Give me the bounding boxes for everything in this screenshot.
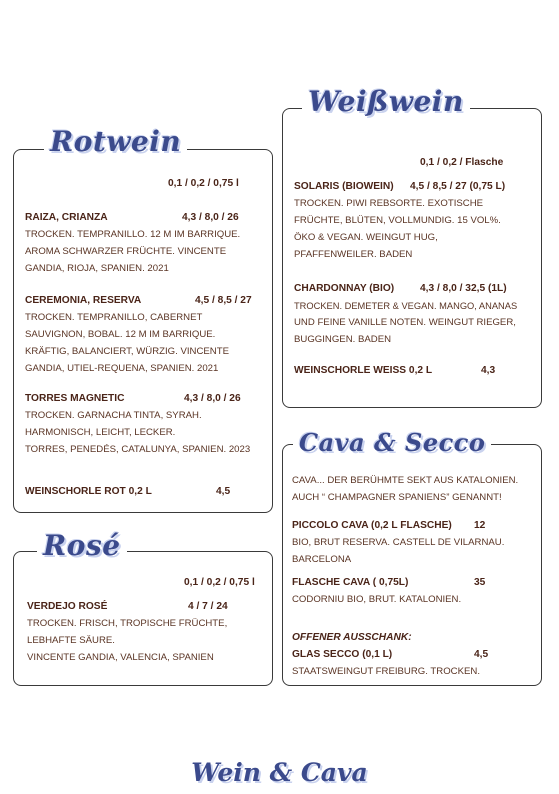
wine-price: 4,3 / 8,0 / 26	[184, 393, 241, 404]
wine-desc-line: TROCKEN. PIWI REBSORTE. EXOTISCHE	[294, 198, 484, 209]
wine-desc-line: HARMONISCH, LEICHT, LECKER.	[25, 427, 176, 438]
wine-desc-line: FRÜCHTE, BLÜTEN, VOLLMUNDIG. 15 VOL%.	[294, 215, 501, 226]
wine-name: TORRES MAGNETIC	[25, 393, 125, 404]
weisswein-title: Weißwein	[302, 88, 470, 116]
wine-price: 35	[474, 577, 486, 588]
wine-desc-line: GANDIA, UTIEL-REQUENA, SPANIEN. 2021	[25, 363, 219, 374]
wine-price: 4,5	[474, 649, 489, 660]
wine-price: 4,5 / 8,5 / 27 (0,75 L)	[410, 181, 506, 192]
rotwein-title: Rotwein	[44, 128, 187, 156]
offener-ausschank-label: OFFENER AUSSCHANK:	[292, 632, 412, 643]
wine-desc-line: CODORNIU BIO, BRUT. KATALONIEN.	[292, 594, 462, 605]
wine-desc-line: TROCKEN. DEMETER & VEGAN. MANGO, ANANAS	[294, 301, 518, 311]
wine-desc-line: LEBHAFTE SÄURE.	[27, 635, 115, 646]
wine-name: FLASCHE CAVA ( 0,75L)	[292, 577, 409, 588]
cava-intro-line: CAVA... DER BERÜHMTE SEKT AUS KATALONIEN.	[292, 475, 519, 486]
wine-desc-line: BARCELONA	[292, 554, 352, 565]
wine-name: WEINSCHORLE ROT 0,2 L	[25, 486, 152, 497]
wine-desc-line: AROMA SCHWARZER FRÜCHTE. VINCENTE	[25, 246, 227, 257]
wine-desc-line: TORRES, PENEDÉS, CATALUNYA, SPANIEN. 2023	[25, 444, 251, 455]
wine-price: 4,5	[216, 486, 231, 497]
footer-title: Wein & Cava	[191, 758, 368, 787]
wine-desc-line: UND FEINE VANILLE NOTEN. WEINGUT RIEGER,	[294, 317, 516, 328]
rose-sizes: 0,1 / 0,2 / 0,75 l	[184, 577, 255, 588]
wine-desc-line: STAATSWEINGUT FREIBURG. TROCKEN.	[292, 666, 480, 677]
wine-price: 4,3	[481, 365, 496, 376]
rotwein-sizes: 0,1 / 0,2 / 0,75 l	[168, 178, 239, 189]
wine-price: 4,3 / 8,0 / 26	[182, 212, 239, 223]
wine-desc-line: BIO, BRUT RESERVA. CASTELL DE VILARNAU.	[292, 537, 505, 548]
wine-desc-line: VINCENTE GANDIA, VALENCIA, SPANIEN	[27, 652, 214, 663]
wine-desc-line: GANDIA, RIOJA, SPANIEN. 2021	[25, 263, 169, 274]
wine-name: PICCOLO CAVA (0,2 L FLASCHE)	[292, 520, 452, 531]
wine-desc-line: ÖKO & VEGAN. WEINGUT HUG,	[294, 232, 438, 243]
wine-desc-line: PFAFFENWEILER. BADEN	[294, 249, 413, 260]
cava-title: Cava & Secco	[293, 431, 491, 455]
wine-name: SOLARIS (BIOWEIN)	[294, 181, 394, 192]
wine-desc-line: TROCKEN. TEMPRANILLO, CABERNET	[25, 312, 203, 323]
wine-price: 4,3 / 8,0 / 32,5 (1L)	[420, 283, 507, 294]
wine-name: RAIZA, CRIANZA	[25, 212, 108, 223]
wine-price: 4,5 / 8,5 / 27	[195, 295, 252, 306]
wine-desc-line: TROCKEN. FRISCH, TROPISCHE FRÜCHTE,	[27, 618, 228, 629]
wine-desc-line: TROCKEN. GARNACHA TINTA, SYRAH.	[25, 410, 202, 421]
wine-name: VERDEJO ROSÉ	[27, 601, 108, 612]
wine-desc-line: SAUVIGNON, BOBAL. 12 M IM BARRIQUE.	[25, 329, 216, 340]
wine-price: 4 / 7 / 24	[188, 601, 228, 612]
weisswein-sizes: 0,1 / 0,2 / Flasche	[420, 157, 504, 168]
cava-intro-line: AUCH “ CHAMPAGNER SPANIENS” GENANNT!	[292, 492, 502, 503]
wine-desc-line: BUGGINGEN. BADEN	[294, 334, 392, 345]
wine-desc-line: KRÄFTIG, BALANCIERT, WÜRZIG. VINCENTE	[25, 346, 229, 357]
wine-name: CHARDONNAY (BIO)	[294, 283, 395, 294]
wine-name: WEINSCHORLE WEISS 0,2 L	[294, 365, 433, 376]
wine-name: CEREMONIA, RESERVA	[25, 295, 142, 306]
wine-name: GLAS SECCO (0,1 L)	[292, 649, 393, 660]
rose-title: Rosé	[37, 532, 127, 560]
wine-price: 12	[474, 520, 486, 531]
wine-desc-line: TROCKEN. TEMPRANILLO. 12 M IM BARRIQUE.	[25, 229, 241, 240]
